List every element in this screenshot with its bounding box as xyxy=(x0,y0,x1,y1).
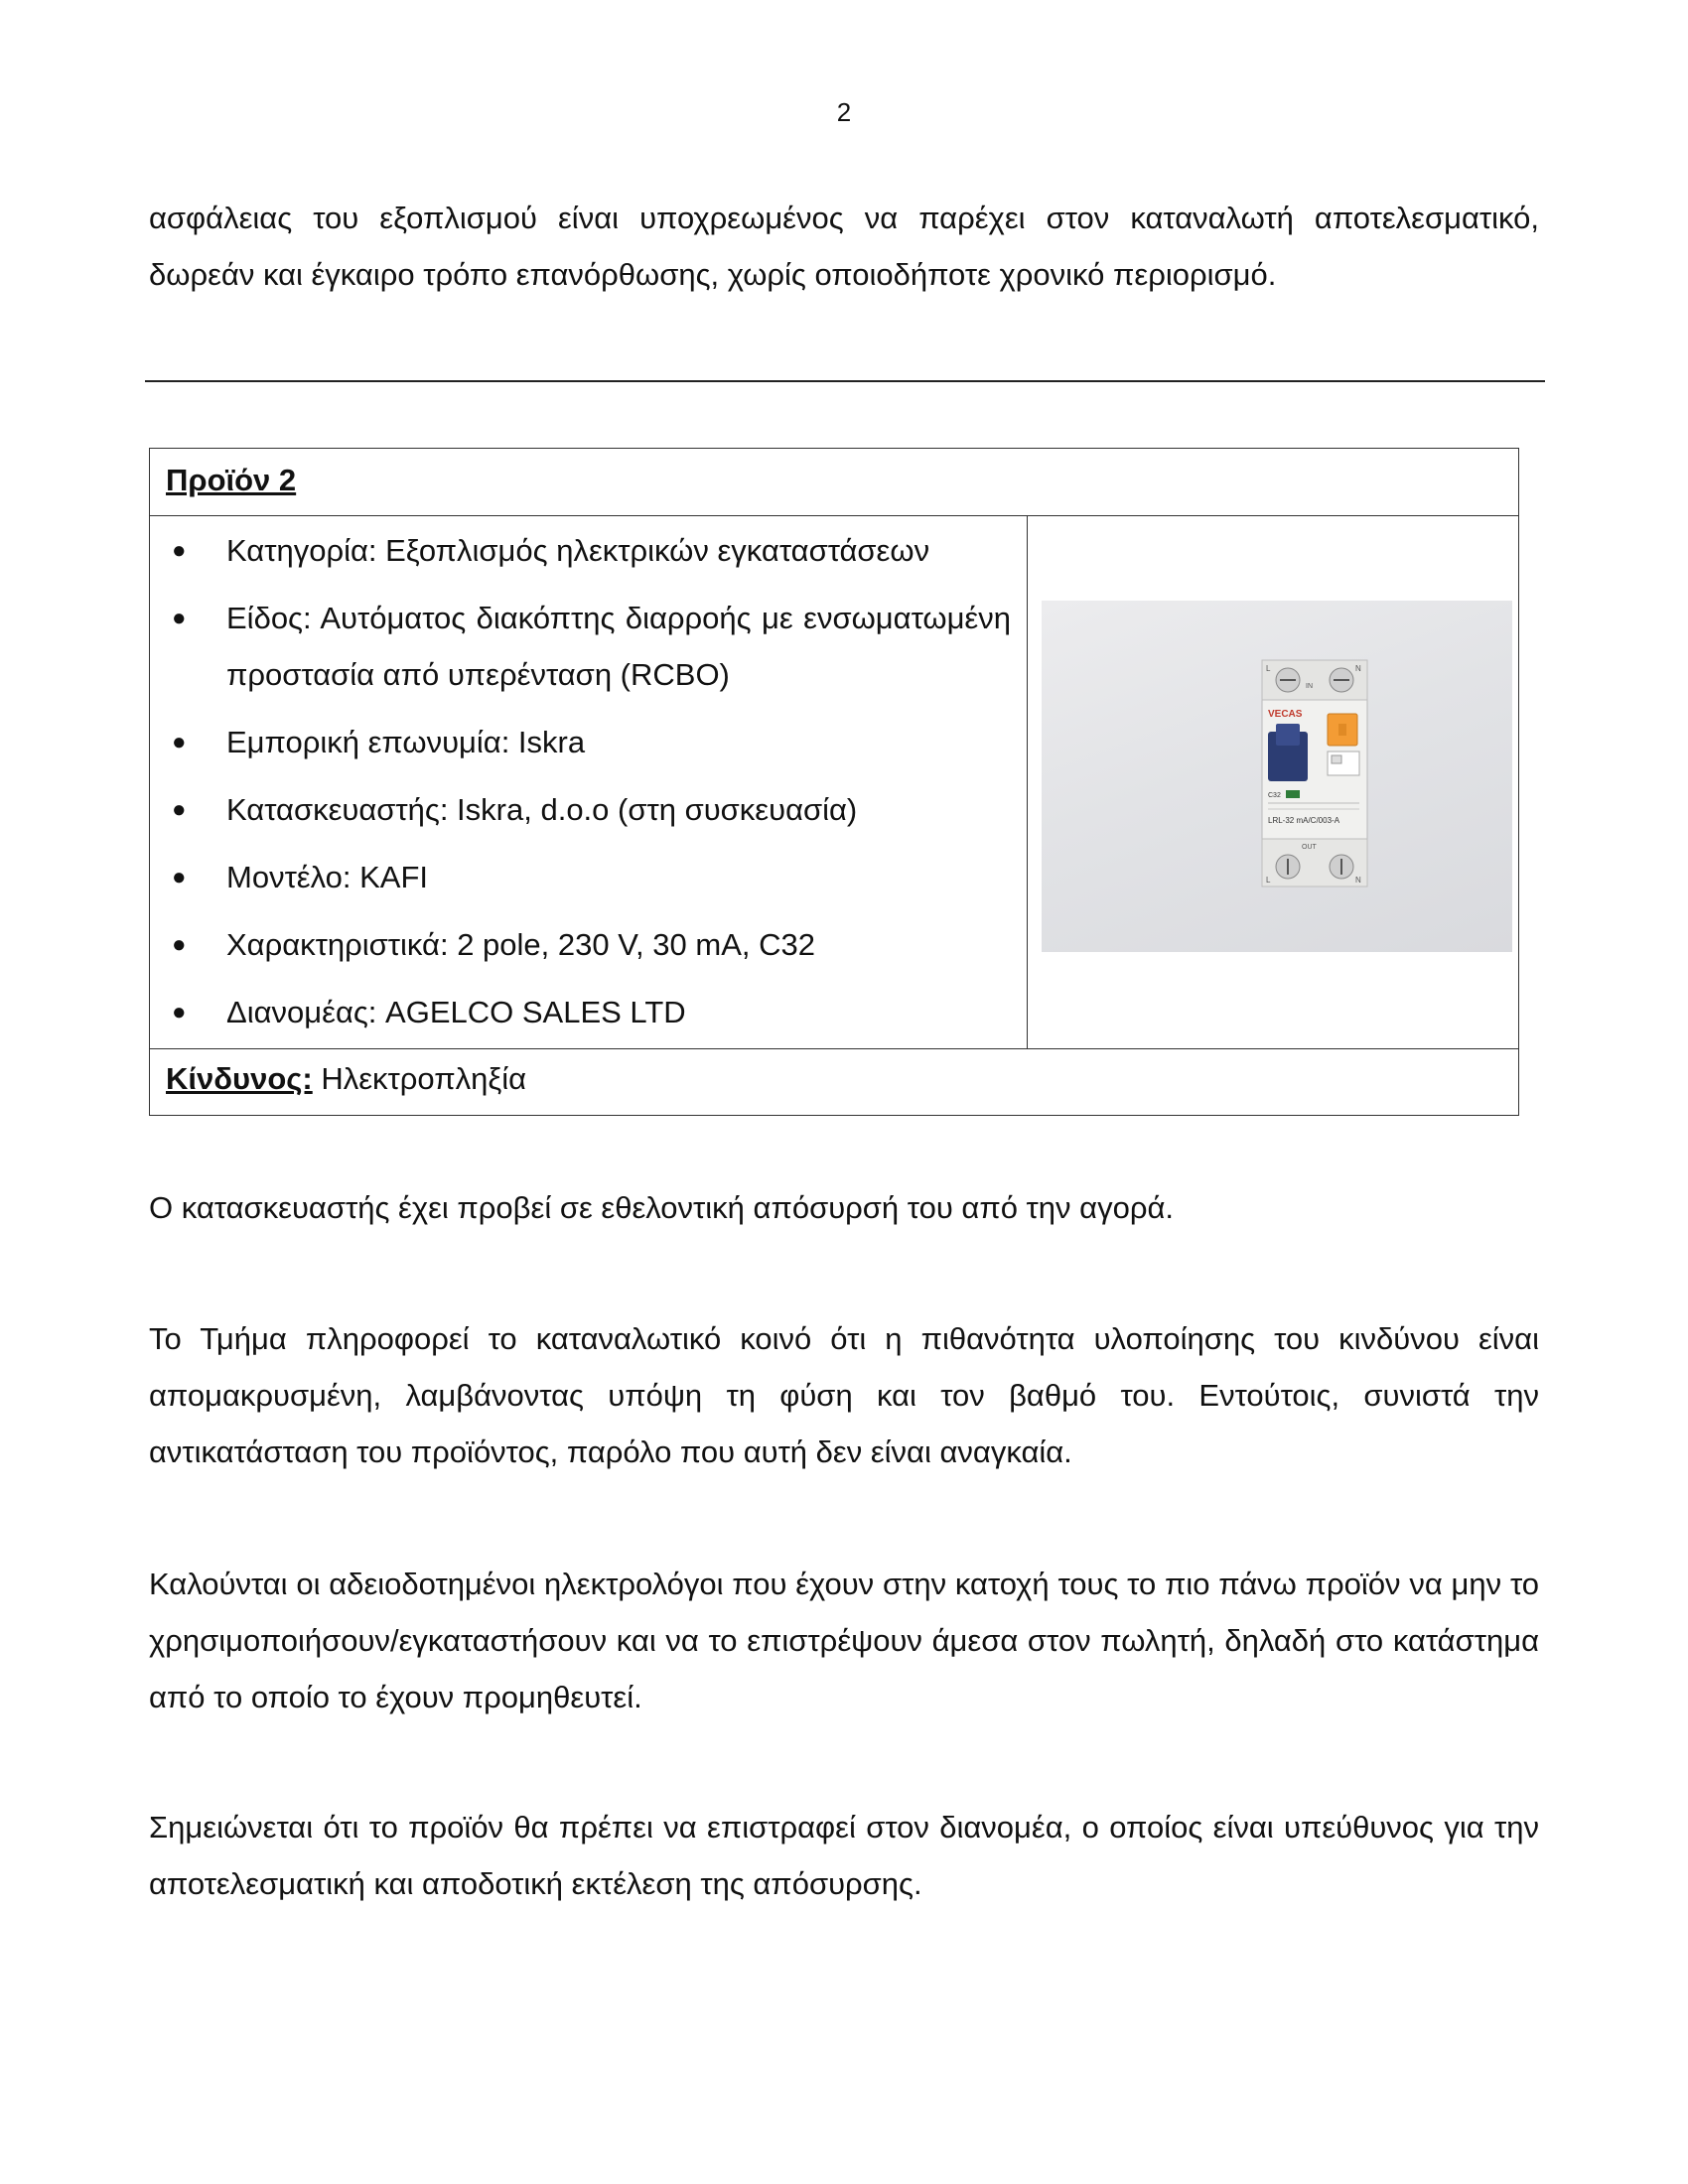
intro-paragraph: ασφάλειας του εξοπλισμού είναι υποχρεωμένος να παρέχει στον καταναλωτή αποτελεσματικό, δωρεάν και έγκαιρο τρόπο επανόρθωσης, χωρίς οποιοδήποτε χρονικό περιορισμό. xyxy=(149,201,1539,292)
bullet-icon: ● xyxy=(172,605,187,631)
device-brand: VECAS xyxy=(1268,709,1303,720)
hazard-label: Κίνδυνος: xyxy=(166,1061,313,1096)
detail-category: ● Κατηγορία: Εξοπλισμός ηλεκτρικών εγκαταστάσεων xyxy=(150,522,1027,579)
terminal-label-l: L xyxy=(1266,664,1271,673)
paragraph-electricians-notice: Καλούνται οι αδειοδοτημένοι ηλεκτρολόγοι που έχουν στην κατοχή τους το πιο πάνω προϊόν να μην το χρησιμοποιήσουν/εγκαταστήσουν και να το επιστρέψουν άμεσα στον πωλητή, δηλαδή στο κατάστημα από το οποίο το έχουν προμηθευτεί. xyxy=(149,1567,1539,1714)
horizontal-divider xyxy=(145,380,1545,382)
terminal-label-in: IN xyxy=(1306,683,1313,690)
detail-specs: ● Χαρακτηριστικά: 2 pole, 230 V, 30 mA, C32 xyxy=(150,916,1027,973)
detail-type: ● Είδος: Αυτόματος διακόπτης διαρροής με ενσωματωμένη προστασία από υπερένταση (RCBO) xyxy=(150,590,1027,703)
terminal-label-l-bottom: L xyxy=(1266,876,1271,885)
device-rating: C32 xyxy=(1268,792,1281,799)
bullet-icon: ● xyxy=(172,796,187,823)
paragraph-distributor-return: Σημειώνεται ότι το προϊόν θα πρέπει να επιστραφεί στον διανομέα, ο οποίος είναι υπεύθυνος για την αποτελεσματική και αποδοτική εκτέλεση της απόσυρσης. xyxy=(149,1810,1539,1901)
bullet-icon: ● xyxy=(172,864,187,890)
page-number: 2 xyxy=(836,97,852,127)
bullet-icon: ● xyxy=(172,729,187,755)
detail-model: ● Μοντέλο: KAFI xyxy=(150,849,1027,905)
product-details-cell xyxy=(150,516,1028,1048)
product-body-row xyxy=(150,516,1518,1049)
device-model-line: LRL-32 mA/C/003-A xyxy=(1268,816,1340,825)
detail-brand: ● Εμπορική επωνυμία: Iskra xyxy=(150,714,1027,770)
bullet-icon: ● xyxy=(172,931,187,958)
detail-distributor: ● Διανομέας: AGELCO SALES LTD xyxy=(150,984,1027,1040)
hazard-value: Ηλεκτροπληξία xyxy=(321,1061,527,1096)
product-photo xyxy=(1042,601,1512,952)
product-title-row xyxy=(150,449,1518,516)
bullet-icon: ● xyxy=(172,537,187,564)
terminal-label-n-bottom: N xyxy=(1355,876,1361,885)
detail-manufacturer: ● Κατασκευαστής: Iskra, d.o.o (στη συσκευασία) xyxy=(150,781,1027,838)
product-image-cell xyxy=(1028,516,1518,1048)
terminal-label-n: N xyxy=(1355,664,1361,673)
hazard-row xyxy=(150,1049,1518,1115)
product-details-list xyxy=(150,522,1027,1040)
paragraph-risk-assessment: Το Τμήμα πληροφορεί το καταναλωτικό κοινό ότι η πιθανότητα υλοποίησης του κινδύνου είναι απομακρυσμένη, λαμβάνοντας υπόψη τη φύση και τον βαθμό του. Εντούτοις, συνιστά την αντικατάσταση του προϊόντος, παρόλο που αυτή δεν είναι αναγκαία. xyxy=(149,1321,1539,1469)
bullet-icon: ● xyxy=(172,999,187,1025)
paragraph-withdrawal: Ο κατασκευαστής έχει προβεί σε εθελοντική απόσυρσή του από την αγορά. xyxy=(149,1190,1174,1225)
rcbo-device-illustration xyxy=(1042,601,1512,952)
product-title: Προϊόν 2 xyxy=(166,463,297,497)
terminal-label-out: OUT xyxy=(1302,844,1317,851)
product-table xyxy=(149,448,1519,1116)
